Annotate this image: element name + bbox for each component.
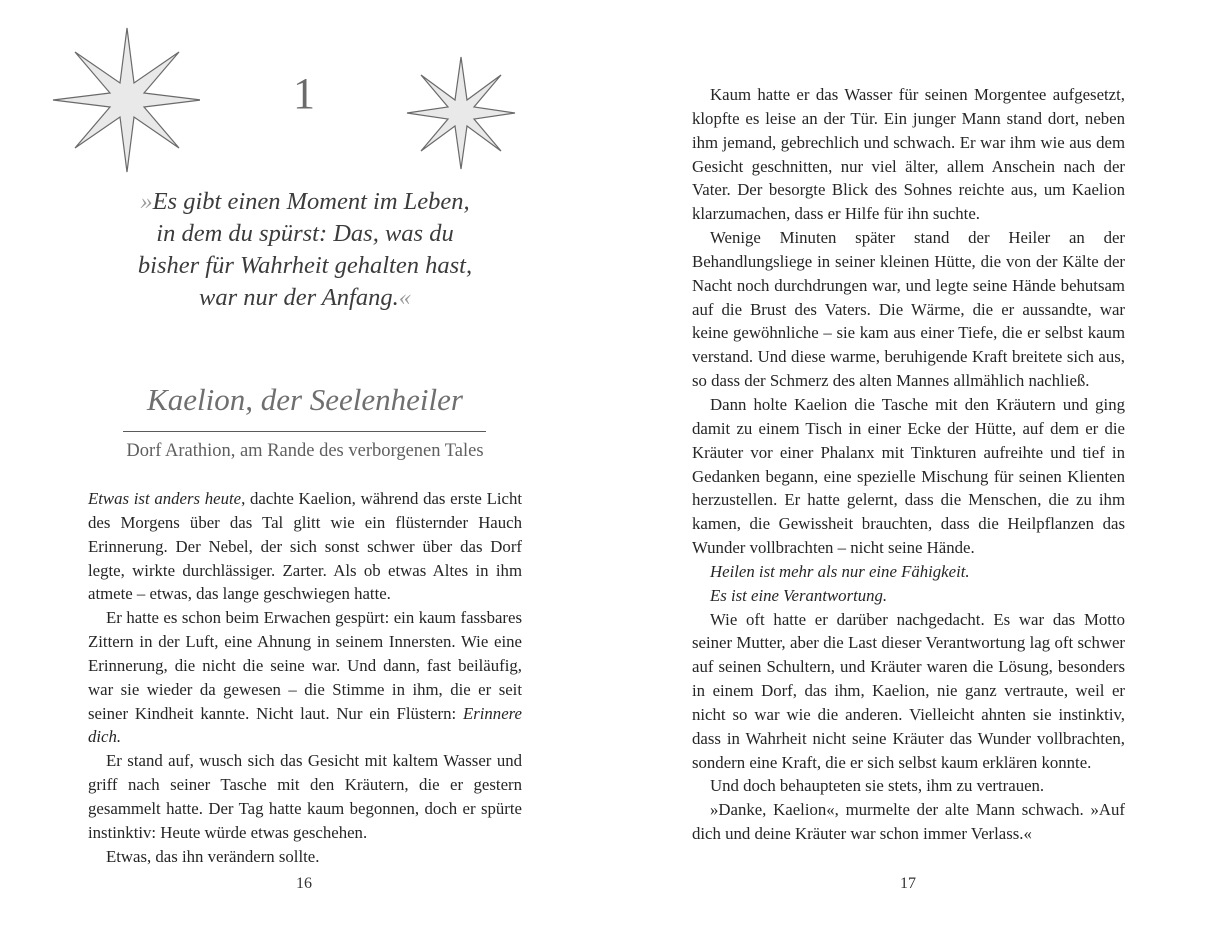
epigraph-open-quote: » (140, 188, 153, 215)
italic-paragraph: Es ist eine Verantwortung. (710, 585, 888, 605)
paragraph: Er stand auf, wusch sich das Gesicht mit kaltem Wasser und griff nach seiner Tasche mit den Kräutern, die er gestern gesammelt hatte. Der Tag hatte kaum begonnen, doch er spürte instinktiv: Heute würde etwas geschehen. (88, 751, 522, 842)
paragraph (88, 487, 522, 606)
paragraph-text: Er hatte es schon beim Erwachen gespürt: ein kaum fassbares Zittern in der Luft, eine Ahnung in seinem Innersten. Wie eine Erinnerung, die nicht die seine war. Und dann, fast beiläufig, war sie wieder da gewesen – die Stimme in ihm, die er seit seiner Kindheit kannte. Nicht laut. Nur ein Flüstern: (88, 608, 522, 723)
paragraph: Wenige Minuten später stand der Heiler an der Behandlungsliege in seiner kleinen Hütte, die von der Kälte der Nacht noch durchdrungen war, und legte seine Hände behutsam auf die Brust des Vaters. Die Wärme, die er aussandte, war keine gewöhnliche – sie kam aus einer Tiefe, die er selbst kaum verstand. Und diese warme, beruhigende Kraft breitete sich aus, so dass der Schmerz des alten Mannes allmählich nachließ. (692, 228, 1125, 391)
location-subtitle: Dorf Arathion, am Rande des verborgenen Tales (126, 441, 484, 461)
title-divider (123, 431, 486, 432)
epigraph-close-quote: « (398, 284, 411, 311)
paragraph: Kaum hatte er das Wasser für seinen Morgentee aufgesetzt, klopfte es leise an der Tür. Ein junger Mann stand dort, neben ihm jemand, gebrechlich und schwach. Er war ihm wie aus dem Gesicht geschnitten, nur viel älter, allem Anschein nach der Vater. Der besorgte Blick des Sohnes reichte aus, um Kaelion klarzumachen, dass er Hilfe für ihn suchte. (692, 85, 1125, 224)
large-star-icon (50, 14, 200, 184)
left-body-text (88, 487, 522, 869)
epigraph-line-4: war nur der Anfang. (199, 284, 399, 311)
paragraph: Etwas, das ihn verändern sollte. (106, 846, 320, 866)
epigraph (110, 186, 500, 314)
italic-phrase: Etwas ist anders heute (88, 489, 242, 508)
paragraph: Und doch behaupteten sie stets, ihm zu vertrauen. (710, 776, 1045, 796)
epigraph-line-1: Es gibt einen Moment im Leben, (152, 188, 470, 215)
paragraph (88, 606, 522, 749)
small-star-icon (405, 52, 517, 177)
epigraph-line-3: bisher für Wahrheit gehalten hast, (137, 252, 473, 279)
page-number: 17 (900, 875, 916, 892)
italic-phrase: Erinnere dich. (88, 703, 522, 747)
epigraph-line-2: in dem du spürst: Das, was du (156, 220, 454, 247)
paragraph: Wie oft hatte er darüber nachgedacht. Es war das Motto seiner Mutter, aber die Last dieser Verantwortung lag oft schwer auf seinen Schultern, und Kräuter waren die Lösung, besonders in einem Dorf, das ihm, Kaelion, nie ganz vertraute, weil er nicht so war wie die anderen. Vielleicht ahnten sie instinktiv, dass in Wahrheit nicht seine Kräuter das Wunder vollbrachten, sondern eine Kraft, die er sich selbst kaum erklären konnte. (692, 609, 1125, 772)
paragraph-text: , dachte Kaelion, während das erste Licht des Morgens über das Tal glitt wie ein flüsternder Hauch Erinnerung. Der Nebel, der sich sonst schwer über das Dorf legte, wirkte durchlässiger. Zarter. Als ob etwas Altes in ihm atmete – etwas, das lange geschwiegen hatte. (88, 489, 522, 604)
right-body-text (692, 83, 1125, 846)
left-page (0, 0, 607, 945)
paragraph: »Danke, Kaelion«, murmelte der alte Mann schwach. »Auf dich und deine Kräuter war schon immer Verlass.« (692, 800, 1125, 844)
italic-paragraph: Heilen ist mehr als nur eine Fähigkeit. (710, 561, 970, 581)
chapter-number: 1 (293, 69, 315, 118)
right-page (607, 0, 1215, 945)
chapter-title: Kaelion, der Seelenheiler (147, 382, 463, 417)
page-number: 16 (296, 875, 312, 892)
paragraph: Dann holte Kaelion die Tasche mit den Kräutern und ging damit zu einem Tisch in einer Ecke der Hütte, auf dem er die Kräuter vor einer Phalanx mit Tinkturen aufreihte und tief in Gedanken begann, eine spezielle Mischung für seinen Klienten herzustellen. Er hatte gelernt, dass die Menschen, die zu ihm kamen, die Gewissheit brauchten, dass die Heilpflanzen das Wunder vollbrachten – nicht seine Hände. (692, 394, 1125, 558)
